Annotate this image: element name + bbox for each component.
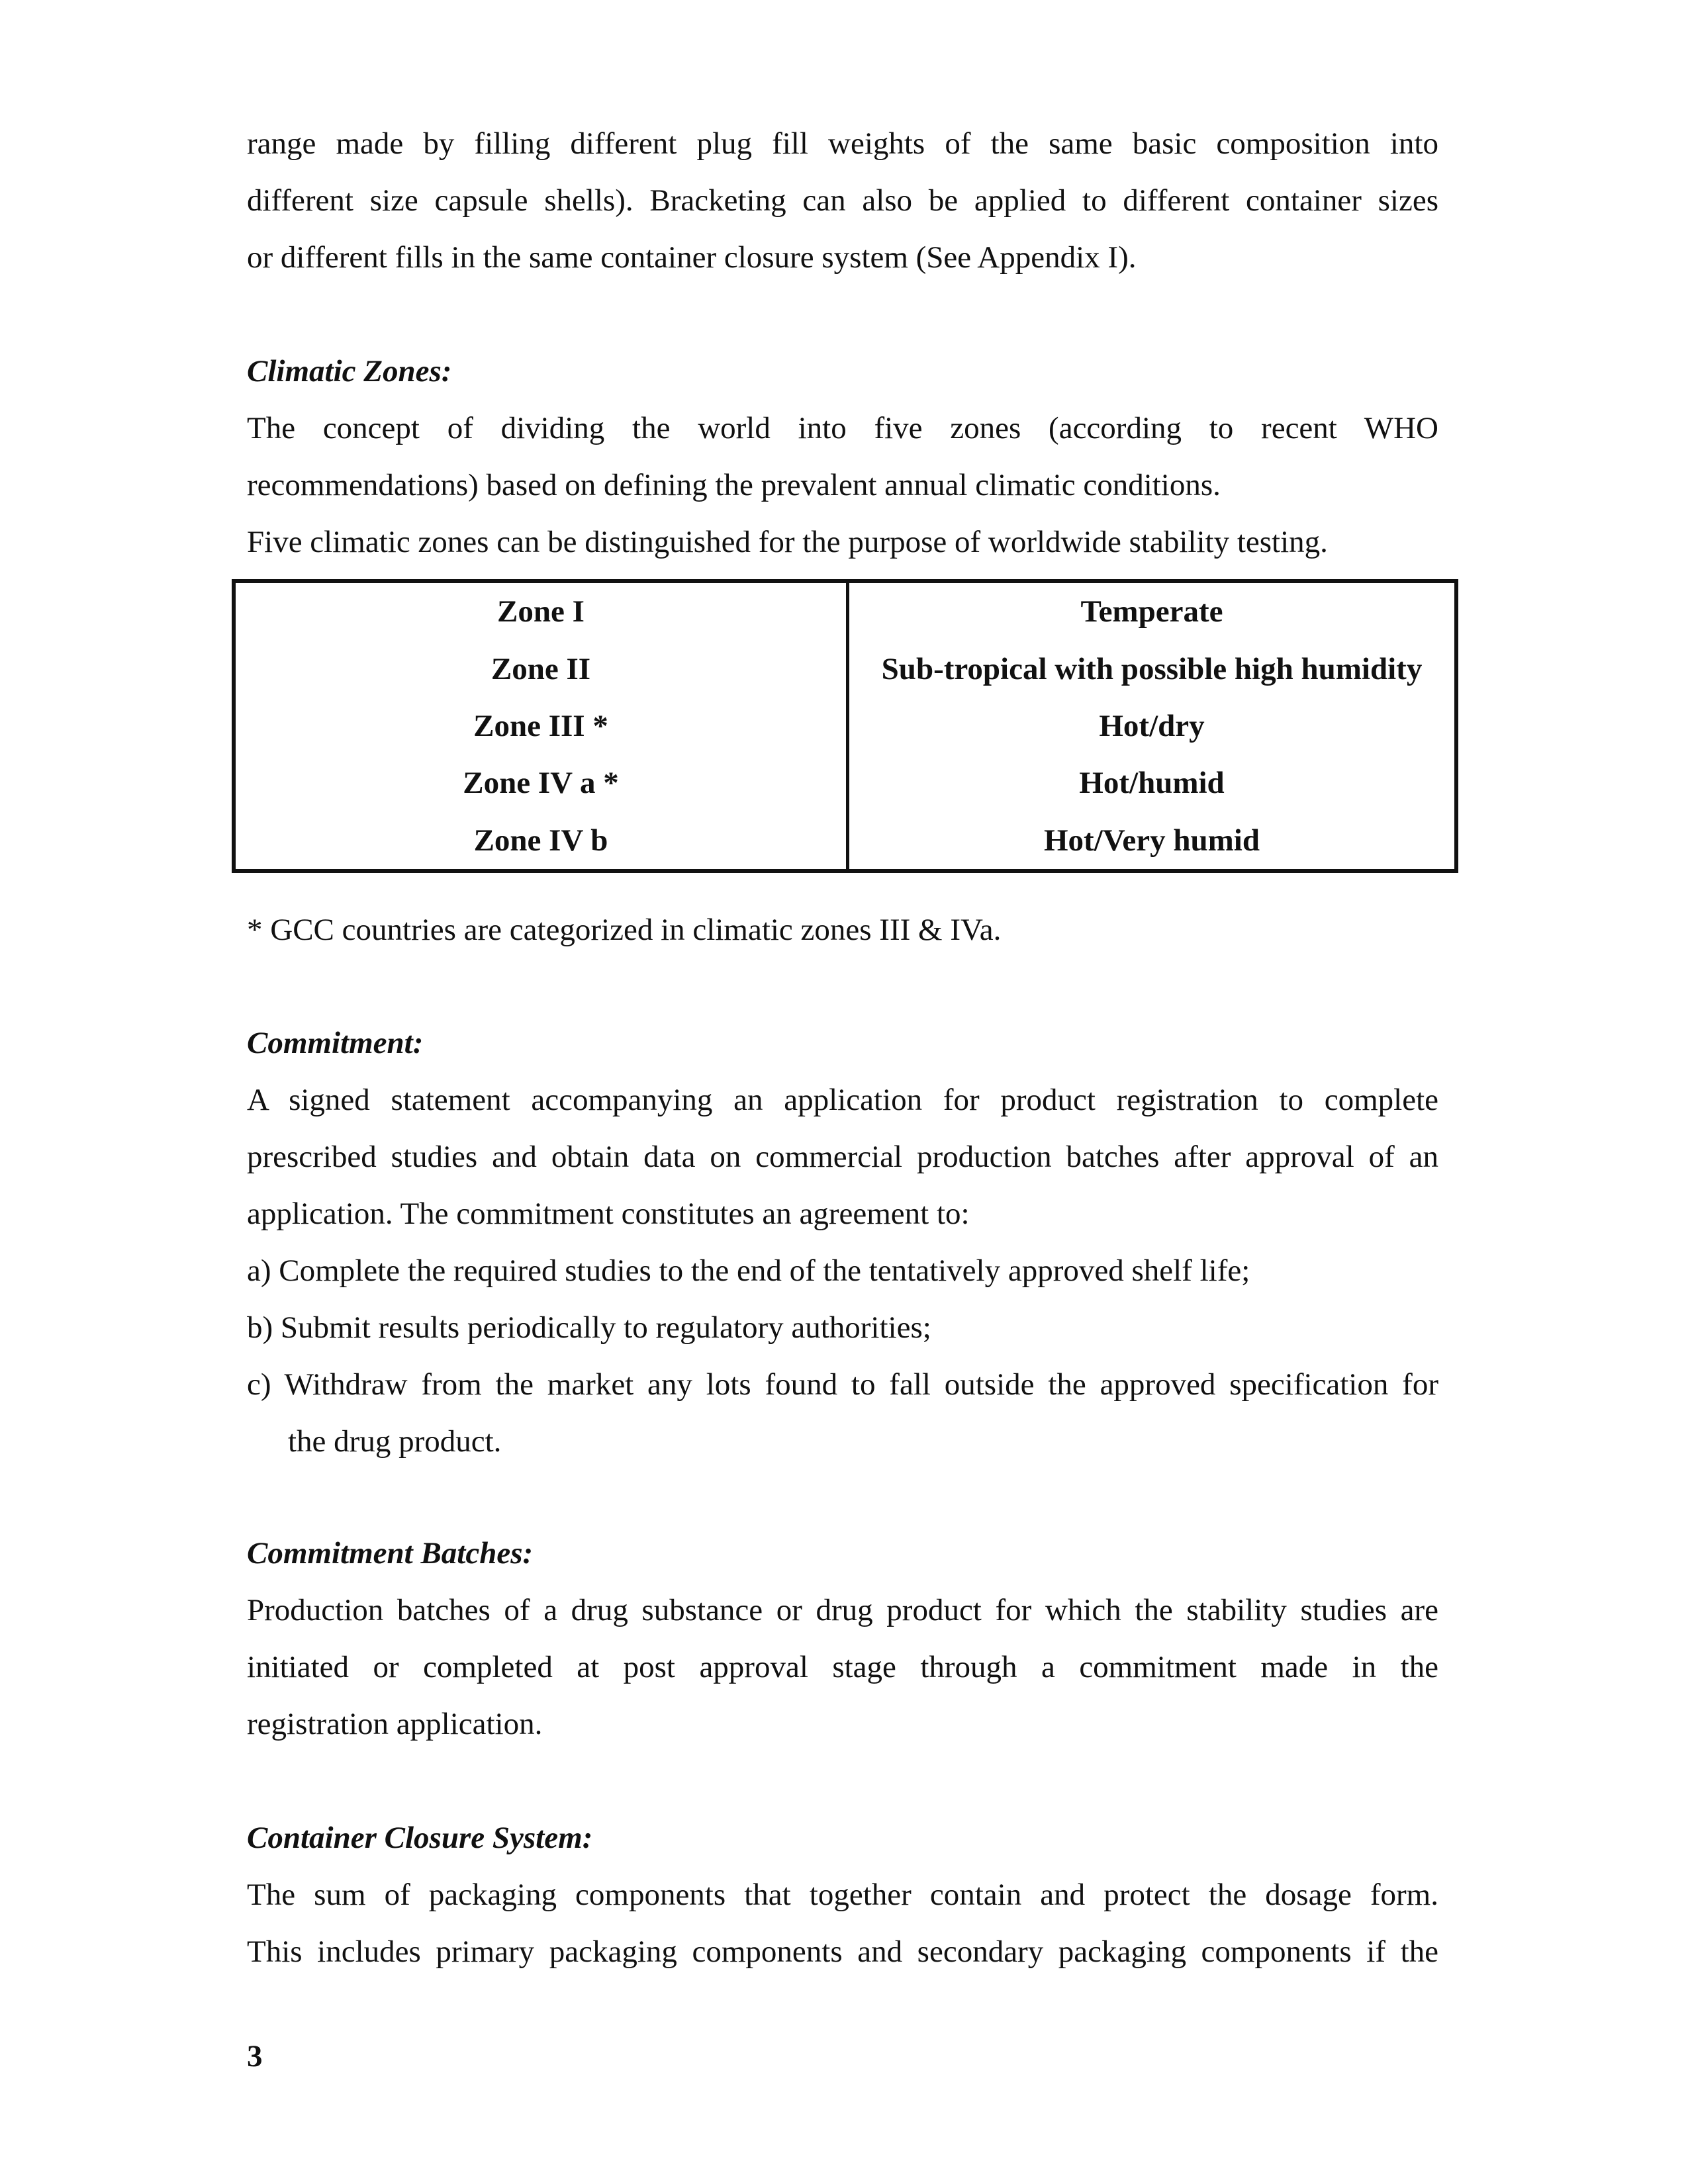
container-closure-heading: Container Closure System: [247,1821,593,1855]
climatic-zones-footnote [247,901,1438,958]
commitment-section [247,1015,1438,1470]
climatic-zones-table [232,579,1458,873]
table-row [234,754,1456,811]
zone-cell: Zone II [234,640,848,697]
table-row [234,640,1456,697]
commitment-line: application. The commitment constitutes an agreement to: [247,1197,970,1231]
commitment-batches-section [247,1525,1438,1752]
climatic-zones-line: recommendations) based on defining the prevalent annual climatic conditions. [247,468,1221,502]
commitment-line: A signed statement accompanying an application for product registration to complete [247,1083,1438,1117]
zone-cell: Zone IV b [234,812,848,871]
commitment-batches-line: registration application. [247,1707,543,1741]
commitment-item: c) Withdraw from the market any lots found to fall outside the approved specification for [247,1367,1438,1402]
table-row [234,812,1456,871]
zone-cell: Zone IV a * [234,754,848,811]
intro-line: different size capsule shells). Bracketing can also be applied to different container sizes [247,183,1438,218]
climate-cell: Hot/Very humid [1044,823,1260,858]
commitment-batches-line: initiated or completed at post approval stage through a commitment made in the [247,1650,1438,1684]
zone-cell: Zone I [234,581,848,640]
page-number: 3 [247,2039,263,2073]
container-closure-section [247,1809,1438,1980]
commitment-heading: Commitment: [247,1026,424,1060]
intro-line: range made by filling different plug fill weights of the same basic composition into [247,126,1438,161]
commitment-batches-line: Production batches of a drug substance or drug product for which the stability studies are [247,1593,1438,1627]
intro-line: or different fills in the same container closure system (See Appendix I). [247,240,1137,275]
climatic-zones-heading: Climatic Zones: [247,354,452,388]
commitment-line: prescribed studies and obtain data on commercial production batches after approval of an [247,1140,1438,1174]
commitment-item-continuation: the drug product. [288,1424,502,1459]
climatic-zones-section [247,343,1438,570]
climate-cell: Hot/dry [1099,708,1205,743]
commitment-batches-heading: Commitment Batches: [247,1536,534,1570]
climate-cell: Hot/humid [1079,766,1225,801]
table-row [234,698,1456,754]
climate-cell: Sub-tropical with possible high humidity [881,651,1423,686]
footnote-text: * GCC countries are categorized in climatic zones III & IVa. [247,913,1002,947]
zone-cell: Zone III * [234,698,848,754]
intro-paragraph [247,115,1438,286]
climatic-zones-line: Five climatic zones can be distinguished for the purpose of worldwide stability testing. [247,525,1328,559]
container-closure-line: This includes primary packaging components and secondary packaging components if the [247,1934,1438,1969]
table-row [234,581,1456,640]
commitment-item: b) Submit results periodically to regulatory authorities; [247,1310,931,1345]
container-closure-line: The sum of packaging components that together contain and protect the dosage form. [247,1878,1438,1912]
climate-cell: Temperate [1080,594,1223,629]
climatic-zones-line: The concept of dividing the world into five zones (according to recent WHO [247,411,1438,445]
commitment-item: a) Complete the required studies to the end of the tentatively approved shelf life; [247,1253,1250,1288]
